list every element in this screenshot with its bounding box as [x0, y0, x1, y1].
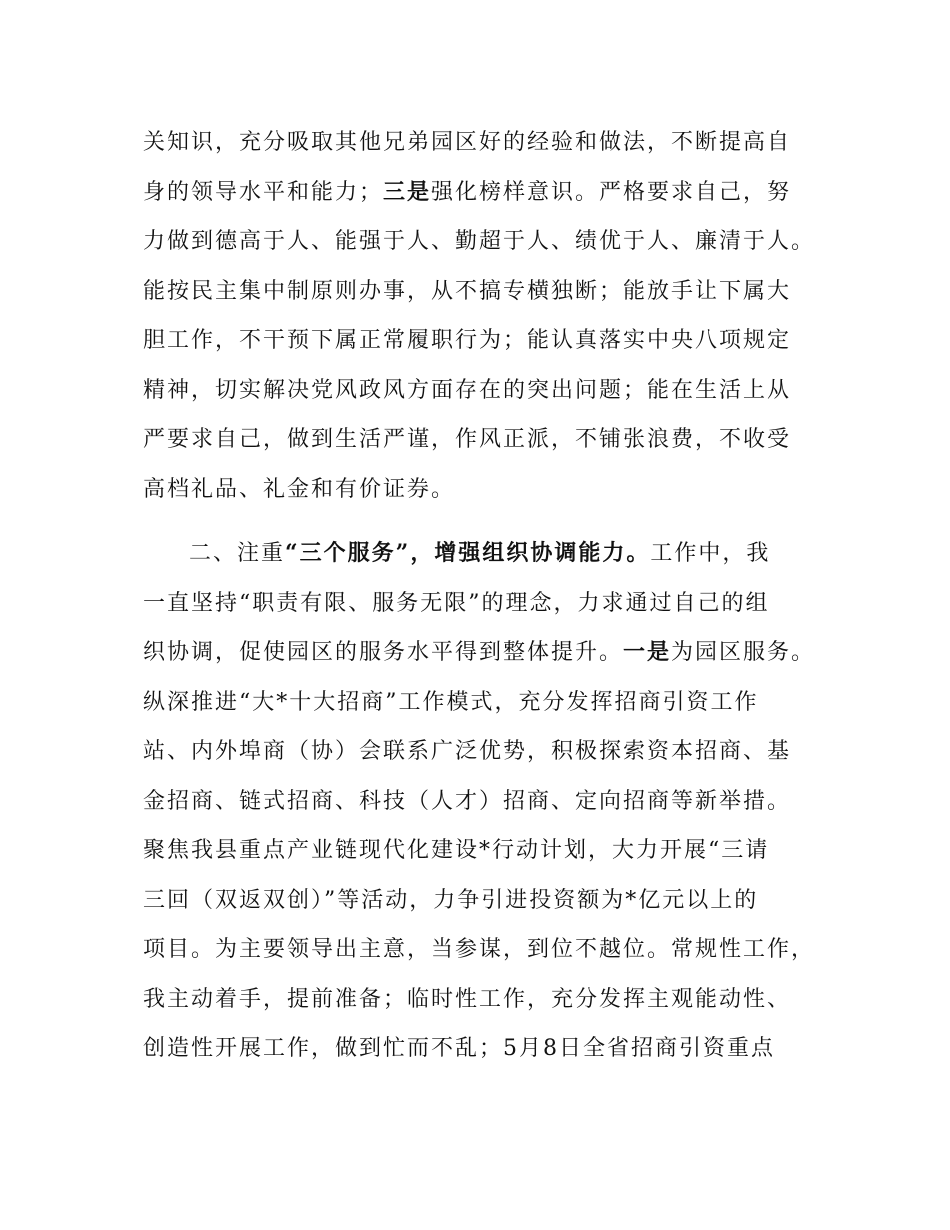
paragraph-spacer: [143, 514, 823, 529]
text-line: 一直坚持“职责有限、服务无限”的理念，力求通过自己的组: [143, 590, 770, 616]
paragraph-leadership: [143, 118, 823, 514]
text-line: 高档礼品、礼金和有价证券。: [143, 476, 456, 502]
text-line: 能按民主集中制原则办事，从不搞专横独断；能放手让下属大: [143, 278, 792, 304]
paragraph-three-services: [143, 529, 823, 1074]
text-line: 纵深推进“大*十大招商”工作模式，充分发挥招商引资工作: [143, 689, 759, 715]
text-line: 严要求自己，做到生活严谨，作风正派，不铺张浪费，不收受: [143, 427, 792, 452]
text-line: 聚焦我县重点产业链现代化建设*行动计划，大力开展“三请: [143, 838, 770, 863]
section-heading-line: 二、注重“三个服务”，增强组织协调能力。工作中，我: [189, 540, 771, 566]
text-line: 创造性开展工作，做到忙而不乱；5月8日全省招商引资重点: [143, 1036, 775, 1061]
text-line: 关知识，充分吸取其他兄弟园区好的经验和做法，不断提高自: [143, 130, 792, 155]
section-heading-emphasis: “三个服务”，增强组织协调能力。: [285, 540, 651, 566]
text-line: 身的领导水平和能力；三是强化榜样意识。严格要求自己，努: [143, 178, 792, 205]
text-line: 金招商、链式招商、科技（人才）招商、定向招商等新举措。: [143, 788, 792, 814]
text-line: 项目。为主要领导出主意，当参谋，到位不越位。常规性工作，: [143, 937, 816, 962]
text-line: 胆工作，不干预下属正常履职行为；能认真落实中央八项规定: [143, 328, 792, 353]
emphasis-first-point: 一是: [623, 639, 672, 665]
text-line: 站、内外埠商（协）会联系广泛优势，积极探索资本招商、基: [143, 739, 792, 764]
text-line: 三回（双返双创）”等活动，力争引进投资额为*亿元以上的: [143, 887, 759, 913]
text-line: 我主动着手，提前准备；临时性工作，充分发挥主观能动性、: [143, 986, 792, 1012]
document-body: [143, 118, 823, 1074]
emphasis-third-point: 三是: [383, 178, 432, 205]
text-line: 精神，切实解决党风政风方面存在的突出问题；能在生活上从: [143, 377, 792, 403]
text-line: 织协调，促使园区的服务水平得到整体提升。一是为园区服务。: [143, 639, 816, 665]
text-line: 力做到德高于人、能强于人、勤超于人、绩优于人、廉清于人。: [143, 229, 816, 254]
